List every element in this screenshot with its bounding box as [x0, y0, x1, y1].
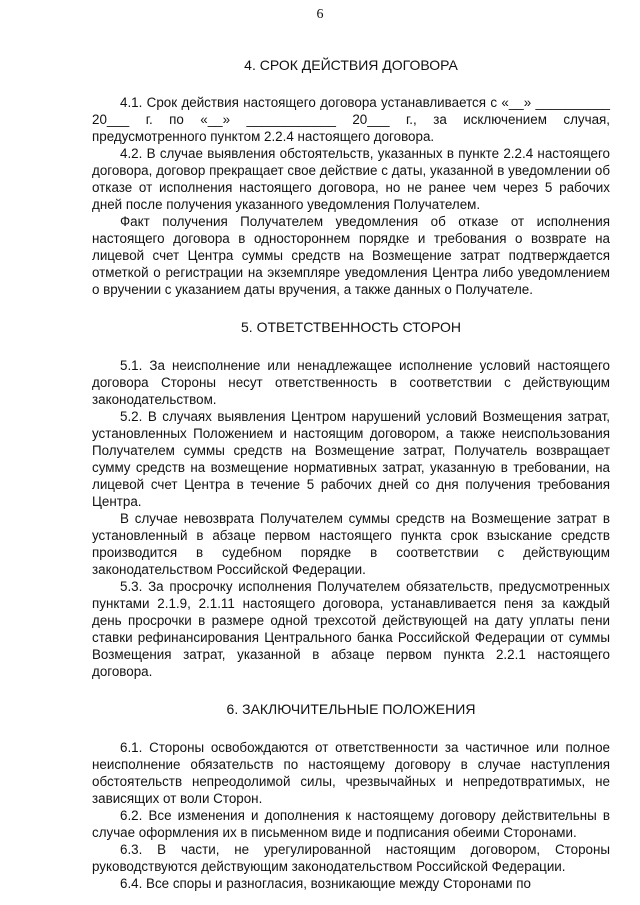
paragraph-5-2-recovery: В случае невозврата Получателем суммы средств на Возмещение затрат в установленный в абзаце первом настоящего пункта срок взыскание средств производится в судебном порядке в соответствии с действующим законодательством Российской Федерации. — [92, 511, 610, 577]
paragraph-5-1: 5.1. За неисполнение или ненадлежащее исполнение условий настоящего договора Стороны несут ответственность в соответствии с действующим законодательством. — [92, 358, 610, 407]
section-final-provisions — [92, 700, 610, 892]
section-title: 5. ОТВЕТСТВЕННОСТЬ СТОРОН — [241, 319, 461, 335]
paragraph-6-1: 6.1. Стороны освобождаются от ответственности за частичное или полное неисполнение обязательств по настоящему договору в случае наступления обстоятельств непреодолимой силы, чрезвычайных и непредотвратимых, не зависящих от воли Сторон. — [92, 740, 610, 806]
section-title: 6. ЗАКЛЮЧИТЕЛЬНЫЕ ПОЛОЖЕНИЯ — [226, 701, 476, 717]
paragraph-4-1: 4.1. Срок действия настоящего договора устанавливается с «__» __________ 20___ г. по «__» ____________ 20___ г., за исключением случая, предусмотренного пунктом 2.2.4 настоящего договора. — [92, 95, 610, 144]
paragraph-6-2: 6.2. Все изменения и дополнения к настоящему договору действительны в случае оформления их в письменном виде и подписания обеими Сторонами. — [92, 808, 610, 840]
document-body — [92, 56, 610, 892]
paragraph-6-4: 6.4. Все споры и разногласия, возникающие между Сторонами по — [120, 876, 531, 891]
paragraph-5-3: 5.3. За просрочку исполнения Получателем обязательств, предусмотренных пунктами 2.1.9, 2.1.11 настоящего договора, устанавливается пеня за каждый день просрочки в размере одной трехсотой действующей на дату уплаты пени ставки рефинансирования Центрального банка Российской Федерации от суммы Возмещения затрат, указанной в абзаце первом пункта 2.2.1 настоящего договора. — [92, 579, 610, 679]
paragraph-6-3: 6.3. В части, не урегулированной настоящим договором, Стороны руководствуются действующим законодательством Российской Федерации. — [92, 842, 610, 874]
paragraph-5-2: 5.2. В случаях выявления Центром нарушений условий Возмещения затрат, установленных Положением и настоящим договором, а также неиспользования Получателем суммы средств на Возмещение затрат, Получатель возвращает сумму средств на возмещение нормативных затрат, указанную в требовании, на лицевой счет Центра в течение 5 рабочих дней со дня получения требования Центра. — [92, 409, 610, 509]
section-term — [92, 56, 610, 298]
section-title: 4. СРОК ДЕЙСТВИЯ ДОГОВОРА — [244, 57, 458, 73]
paragraph-4-2: 4.2. В случае выявления обстоятельств, указанных в пункте 2.2.4 настоящего договора, договор прекращает свое действие с даты, указанной в уведомлении об отказе от исполнения настоящего договора, но не ранее чем через 5 рабочих дней после получения указанного уведомления Получателем. — [92, 146, 610, 212]
section-liability — [92, 318, 610, 680]
page-number: 6 — [316, 7, 324, 22]
paragraph-4-2-notice: Факт получения Получателем уведомления об отказе от исполнения настоящего договора в одностороннем порядке и требования о возврате на лицевой счет Центра суммы средств на Возмещение затрат подтверждается отметкой о регистрации на экземпляре уведомления Центра либо уведомлением о вручении с указанием даты вручения, а также данных о Получателе. — [92, 214, 610, 297]
